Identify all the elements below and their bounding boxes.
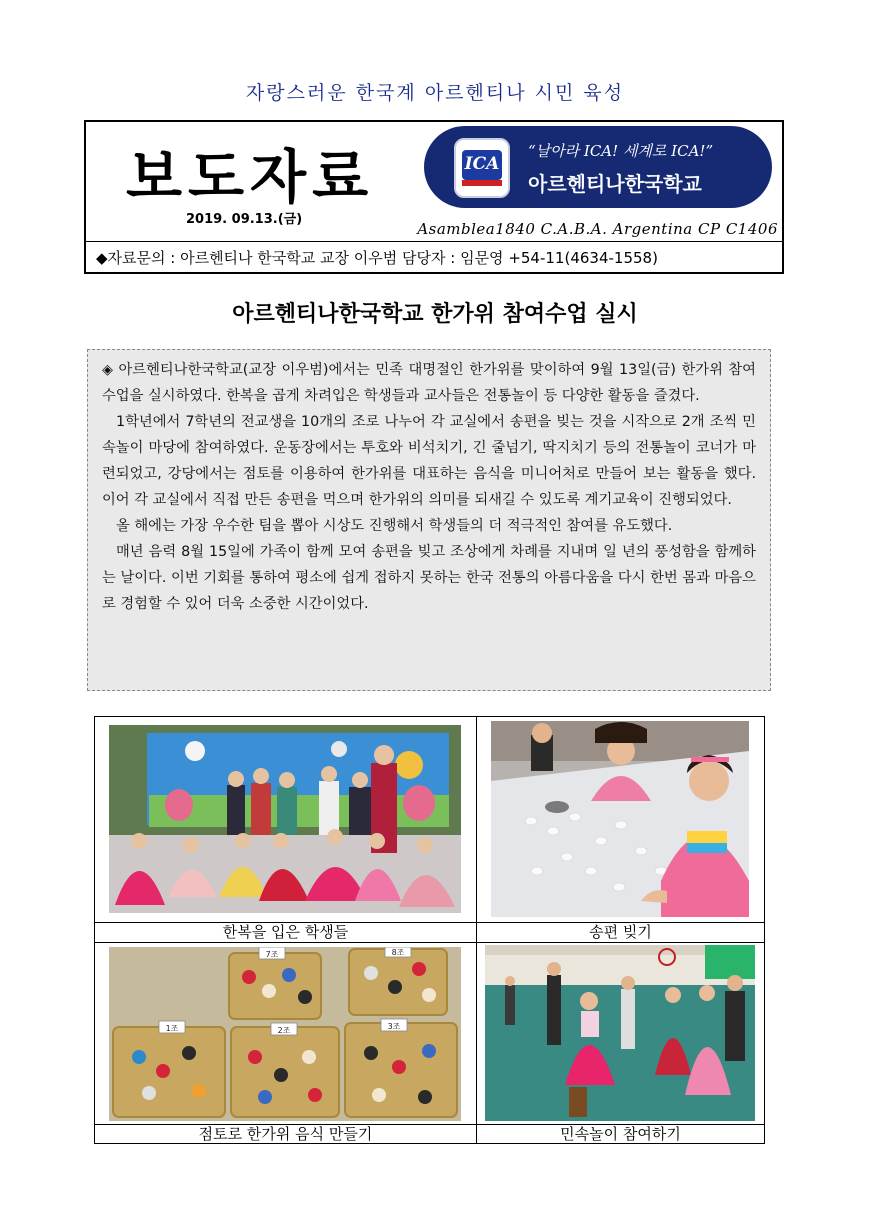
photo-folk-games <box>485 945 755 1121</box>
photo-caption: 한복을 입은 학생들 <box>222 923 349 941</box>
photo-making-songpyeon <box>491 721 749 917</box>
school-logo-banner <box>424 126 772 208</box>
article-paragraph: 올 해에는 가장 우수한 팀을 뽑아 시상도 진행해서 학생들의 더 적극적인 참여를 유도했다. <box>116 518 673 534</box>
tray-label: 8조 <box>391 948 405 957</box>
article-paragraph: ◈ 아르헨티나한국학교(교장 이우범)에서는 민족 대명절인 한가위를 맞이하여 9월 13일(금) 한가위 참여수업을 실시하였다. 한복을 곱게 차려입은 학생들과 교사들은 전통놀이 등 다양한 활동을 즐겼다. <box>102 362 756 404</box>
logo-school-name: 아르헨티나한국학교 <box>528 172 702 196</box>
header-divider <box>86 241 782 242</box>
tray-label: 2조 <box>277 1026 291 1035</box>
emblem-mark: ICA <box>464 154 500 174</box>
photo-caption: 점토로 한가위 음식 만들기 <box>198 1125 373 1143</box>
article-paragraph: 1학년에서 7학년의 전교생을 10개의 조로 나누어 각 교실에서 송편을 빚는 것을 시작으로 2개 조씩 민속놀이 마당에 참여하였다. 운동장에서는 투호와 비석치기, 긴 줄넘기, 딱지치기 등의 전통놀이 코너가 마련되었고, 강당에서는 점토를 이용하여 한가위를 대표하는 음식을 미니어처로 만들어 보는 활동을 했다. 이어 각 교실에서 직접 만든 송편을 먹으며 한가위의 의미를 되새길 수 있도록 계기교육이 진행되었다. <box>102 414 756 508</box>
ica-emblem-icon <box>454 138 510 198</box>
photo-caption: 송편 빚기 <box>589 923 652 941</box>
article-paragraph: 매년 음력 8월 15일에 가족이 함께 모여 송편을 빚고 조상에게 차례를 지내며 일 년의 풍성함을 함께하는 날이다. 이번 기회를 통하여 평소에 쉽게 접하지 못하는 한국 전통의 아름다움을 다시 한번 몸과 마음으로 경험할 수 있어 더욱 소중한 시간이었다. <box>102 544 756 612</box>
document-title: 보도자료 <box>126 143 375 211</box>
article-body <box>87 349 771 691</box>
logo-slogan: “날아라 ICA! 세계로 ICA!” <box>528 142 714 160</box>
press-release-header <box>84 120 784 274</box>
header-slogan: 자랑스러운 한국계 아르헨티나 시민 육성 <box>245 82 625 104</box>
photo-clay-food <box>109 947 461 1121</box>
photo-students-hanbok <box>109 725 461 913</box>
article-headline: 아르헨티나한국학교 한가위 참여수업 실시 <box>232 302 638 327</box>
photo-grid <box>94 716 765 1144</box>
photo-caption: 민속놀이 참여하기 <box>560 1125 681 1143</box>
tray-label: 7조 <box>265 950 279 959</box>
contact-info: ◆자료문의 : 아르헨티나 한국학교 교장 이우범 담당자 : 임문영 +54-11(4634-1558) <box>96 249 658 267</box>
school-address: Asamblea1840 C.A.B.A. Argentina CP C1406 <box>417 220 778 238</box>
tray-label: 1조 <box>165 1024 179 1033</box>
tray-label: 3조 <box>387 1022 401 1031</box>
release-date: 2019. 09.13.(금) <box>186 212 303 227</box>
